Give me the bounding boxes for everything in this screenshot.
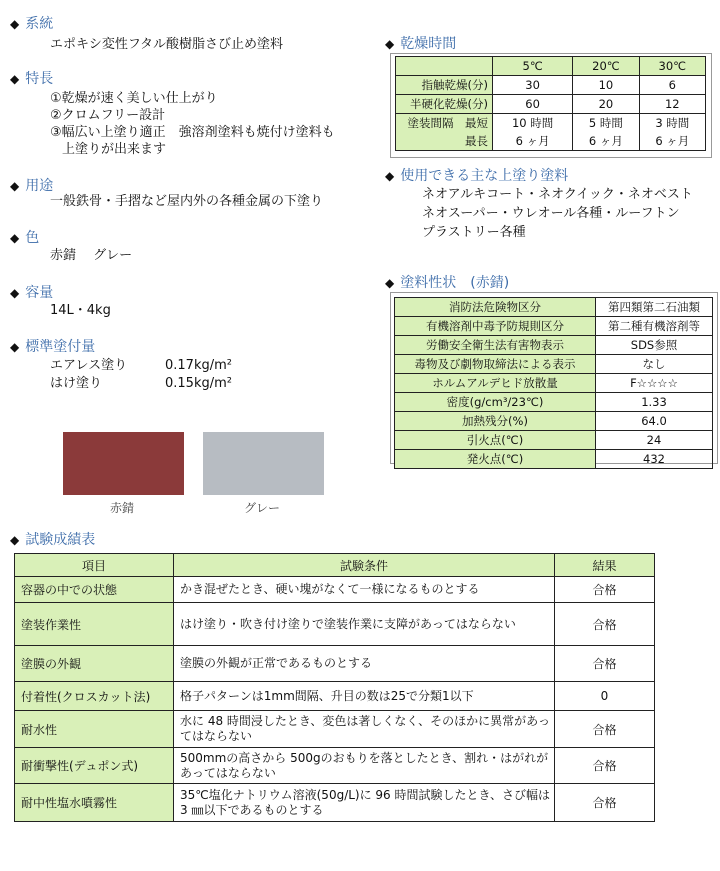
- diamond-bullet-icon: ◆: [10, 533, 20, 547]
- section-usage: ◆ 用途: [10, 178, 54, 194]
- test-condition: 500mmの高さから 500gのおもりを落としたとき、割れ・はがれがあってはならない: [174, 748, 555, 784]
- test-item: 耐中性塩水噴霧性: [15, 784, 174, 822]
- swatch-label: グレー: [244, 501, 281, 515]
- property-value: 64.0: [596, 412, 713, 431]
- test-result: 合格: [555, 784, 655, 822]
- property-value: 24: [596, 431, 713, 450]
- table-row: [395, 393, 713, 412]
- drying-row-label: 最長: [396, 132, 493, 151]
- table-row: [396, 95, 706, 114]
- table-row: [395, 317, 713, 336]
- property-label: 労働安全衛生法有害物表示: [395, 336, 596, 355]
- section-features: ◆ 特長: [10, 71, 54, 87]
- property-value: 第四類第二石油類: [596, 298, 713, 317]
- diamond-bullet-icon: ◆: [10, 231, 20, 245]
- property-value: 1.33: [596, 393, 713, 412]
- property-value: F☆☆☆☆: [596, 374, 713, 393]
- topcoat-line: ネオアルキコート・ネオクイック・ネオベスト: [422, 187, 693, 202]
- property-label: 毒物及び劇物取締法による表示: [395, 355, 596, 374]
- property-label: 加熱残分(%): [395, 412, 596, 431]
- drying-cell: 30: [493, 76, 573, 95]
- table-row: [395, 336, 713, 355]
- test-item: 耐衝撃性(デュポン式): [15, 748, 174, 784]
- test-condition: 水に 48 時間浸したとき、変色は著しくなく、そのほかに異常があってはならない: [174, 711, 555, 748]
- topcoat-line: ネオスーパー・ウレオール各種・ルーフトン: [422, 206, 680, 221]
- test-result: 合格: [555, 603, 655, 646]
- table-row: [395, 431, 713, 450]
- diamond-bullet-icon: ◆: [385, 169, 395, 183]
- drying-cell: 10: [573, 76, 639, 95]
- diamond-bullet-icon: ◆: [385, 276, 395, 290]
- drying-header: [396, 57, 493, 76]
- coverage-method: エアレス塗り: [50, 358, 128, 373]
- drying-header: 30℃: [639, 57, 705, 76]
- table-row: [395, 450, 713, 469]
- drying-table: [395, 56, 706, 151]
- drying-cell: 3 時間: [639, 114, 705, 133]
- table-row: [396, 114, 706, 133]
- section-tests: ◆ 試験成績表: [10, 532, 96, 548]
- test-result: 0: [555, 682, 655, 711]
- property-value: なし: [596, 355, 713, 374]
- table-row: [396, 76, 706, 95]
- table-row: [15, 784, 655, 822]
- topcoat-line: プラストリー各種: [422, 225, 526, 240]
- drying-cell: 6: [639, 76, 705, 95]
- coverage-value: 0.17kg/m²: [165, 358, 232, 373]
- drying-cell: 60: [493, 95, 573, 114]
- tests-header: 項目: [15, 554, 174, 577]
- usage-text: 一般鉄骨・手摺など屋内外の各種金属の下塗り: [50, 194, 324, 209]
- test-item: 塗装作業性: [15, 603, 174, 646]
- test-result: 合格: [555, 646, 655, 682]
- drying-row-label: 塗装間隔 最短: [396, 114, 493, 133]
- capacity-text: 14L・4kg: [50, 303, 111, 318]
- section-color: ◆ 色: [10, 230, 40, 246]
- diamond-bullet-icon: ◆: [10, 179, 20, 193]
- tests-header: 結果: [555, 554, 655, 577]
- properties-table: [394, 297, 713, 469]
- drying-row-label: 半硬化乾燥(分): [396, 95, 493, 114]
- tests-header: 試験条件: [174, 554, 555, 577]
- test-item: 付着性(クロスカット法): [15, 682, 174, 711]
- table-row: [15, 682, 655, 711]
- property-value: 432: [596, 450, 713, 469]
- table-row: [15, 603, 655, 646]
- drying-cell: 20: [573, 95, 639, 114]
- test-item: 耐水性: [15, 711, 174, 748]
- feature-line: ②クロムフリー設計: [50, 108, 166, 123]
- drying-cell: 5 時間: [573, 114, 639, 133]
- property-value: 第二種有機溶剤等: [596, 317, 713, 336]
- section-properties: ◆ 塗料性状 (赤錆): [385, 275, 510, 291]
- test-item: 塗膜の外観: [15, 646, 174, 682]
- section-drying: ◆ 乾燥時間: [385, 36, 457, 52]
- drying-header: 20℃: [573, 57, 639, 76]
- section-system: ◆ 系統: [10, 16, 54, 32]
- property-label: ホルムアルデヒド放散量: [395, 374, 596, 393]
- feature-line: 上塗りが出来ます: [62, 142, 167, 157]
- test-condition: 格子パターンは1mm間隔、升目の数は25で分類1以下: [174, 682, 555, 711]
- swatch-red-rust: [63, 432, 184, 495]
- property-label: 有機溶剤中毒予防規則区分: [395, 317, 596, 336]
- feature-line: ③幅広い上塗り適正 強溶剤塗料も焼付け塗料も: [50, 125, 335, 140]
- coverage-value: 0.15kg/m²: [165, 376, 232, 391]
- drying-header: 5℃: [493, 57, 573, 76]
- color-text: 赤錆 グレー: [50, 248, 133, 263]
- test-condition: 塗膜の外観が正常であるものとする: [174, 646, 555, 682]
- diamond-bullet-icon: ◆: [10, 17, 20, 31]
- property-label: 引火点(℃): [395, 431, 596, 450]
- table-row: [15, 577, 655, 603]
- diamond-bullet-icon: ◆: [385, 37, 395, 51]
- table-row: [15, 646, 655, 682]
- table-row: [395, 355, 713, 374]
- diamond-bullet-icon: ◆: [10, 340, 20, 354]
- table-row: [395, 374, 713, 393]
- section-coverage: ◆ 標準塗付量: [10, 339, 96, 355]
- feature-line: ①乾燥が速く美しい仕上がり: [50, 91, 218, 106]
- swatch-label: 赤錆: [110, 501, 135, 515]
- drying-cell: 6 ヶ月: [573, 132, 639, 151]
- drying-cell: 12: [639, 95, 705, 114]
- property-label: 密度(g/cm³/23℃): [395, 393, 596, 412]
- test-condition: 35℃塩化ナトリウム溶液(50g/L)に 96 時間試験したとき、さび幅は 3 ㎜以下であるものとする: [174, 784, 555, 822]
- diamond-bullet-icon: ◆: [10, 286, 20, 300]
- drying-cell: 10 時間: [493, 114, 573, 133]
- drying-row-label: 指触乾燥(分): [396, 76, 493, 95]
- drying-cell: 6 ヶ月: [639, 132, 705, 151]
- system-text: エポキシ変性フタル酸樹脂さび止め塗料: [50, 37, 283, 52]
- swatch-gray: [203, 432, 324, 495]
- coverage-method: はけ塗り: [50, 376, 103, 391]
- test-result: 合格: [555, 711, 655, 748]
- test-condition: かき混ぜたとき、硬い塊がなくて一様になるものとする: [174, 577, 555, 603]
- section-topcoats: ◆ 使用できる主な上塗り塗料: [385, 168, 569, 184]
- table-row: [15, 711, 655, 748]
- table-row: [395, 412, 713, 431]
- diamond-bullet-icon: ◆: [10, 72, 20, 86]
- test-result: 合格: [555, 577, 655, 603]
- test-condition: はけ塗り・吹き付け塗りで塗装作業に支障があってはならない: [174, 603, 555, 646]
- test-item: 容器の中での状態: [15, 577, 174, 603]
- property-value: SDS参照: [596, 336, 713, 355]
- property-label: 発火点(℃): [395, 450, 596, 469]
- test-results-table: [14, 553, 655, 822]
- test-result: 合格: [555, 748, 655, 784]
- table-row: [15, 748, 655, 784]
- property-label: 消防法危険物区分: [395, 298, 596, 317]
- section-capacity: ◆ 容量: [10, 285, 54, 301]
- drying-cell: 6 ヶ月: [493, 132, 573, 151]
- table-row: [396, 132, 706, 151]
- table-row: [395, 298, 713, 317]
